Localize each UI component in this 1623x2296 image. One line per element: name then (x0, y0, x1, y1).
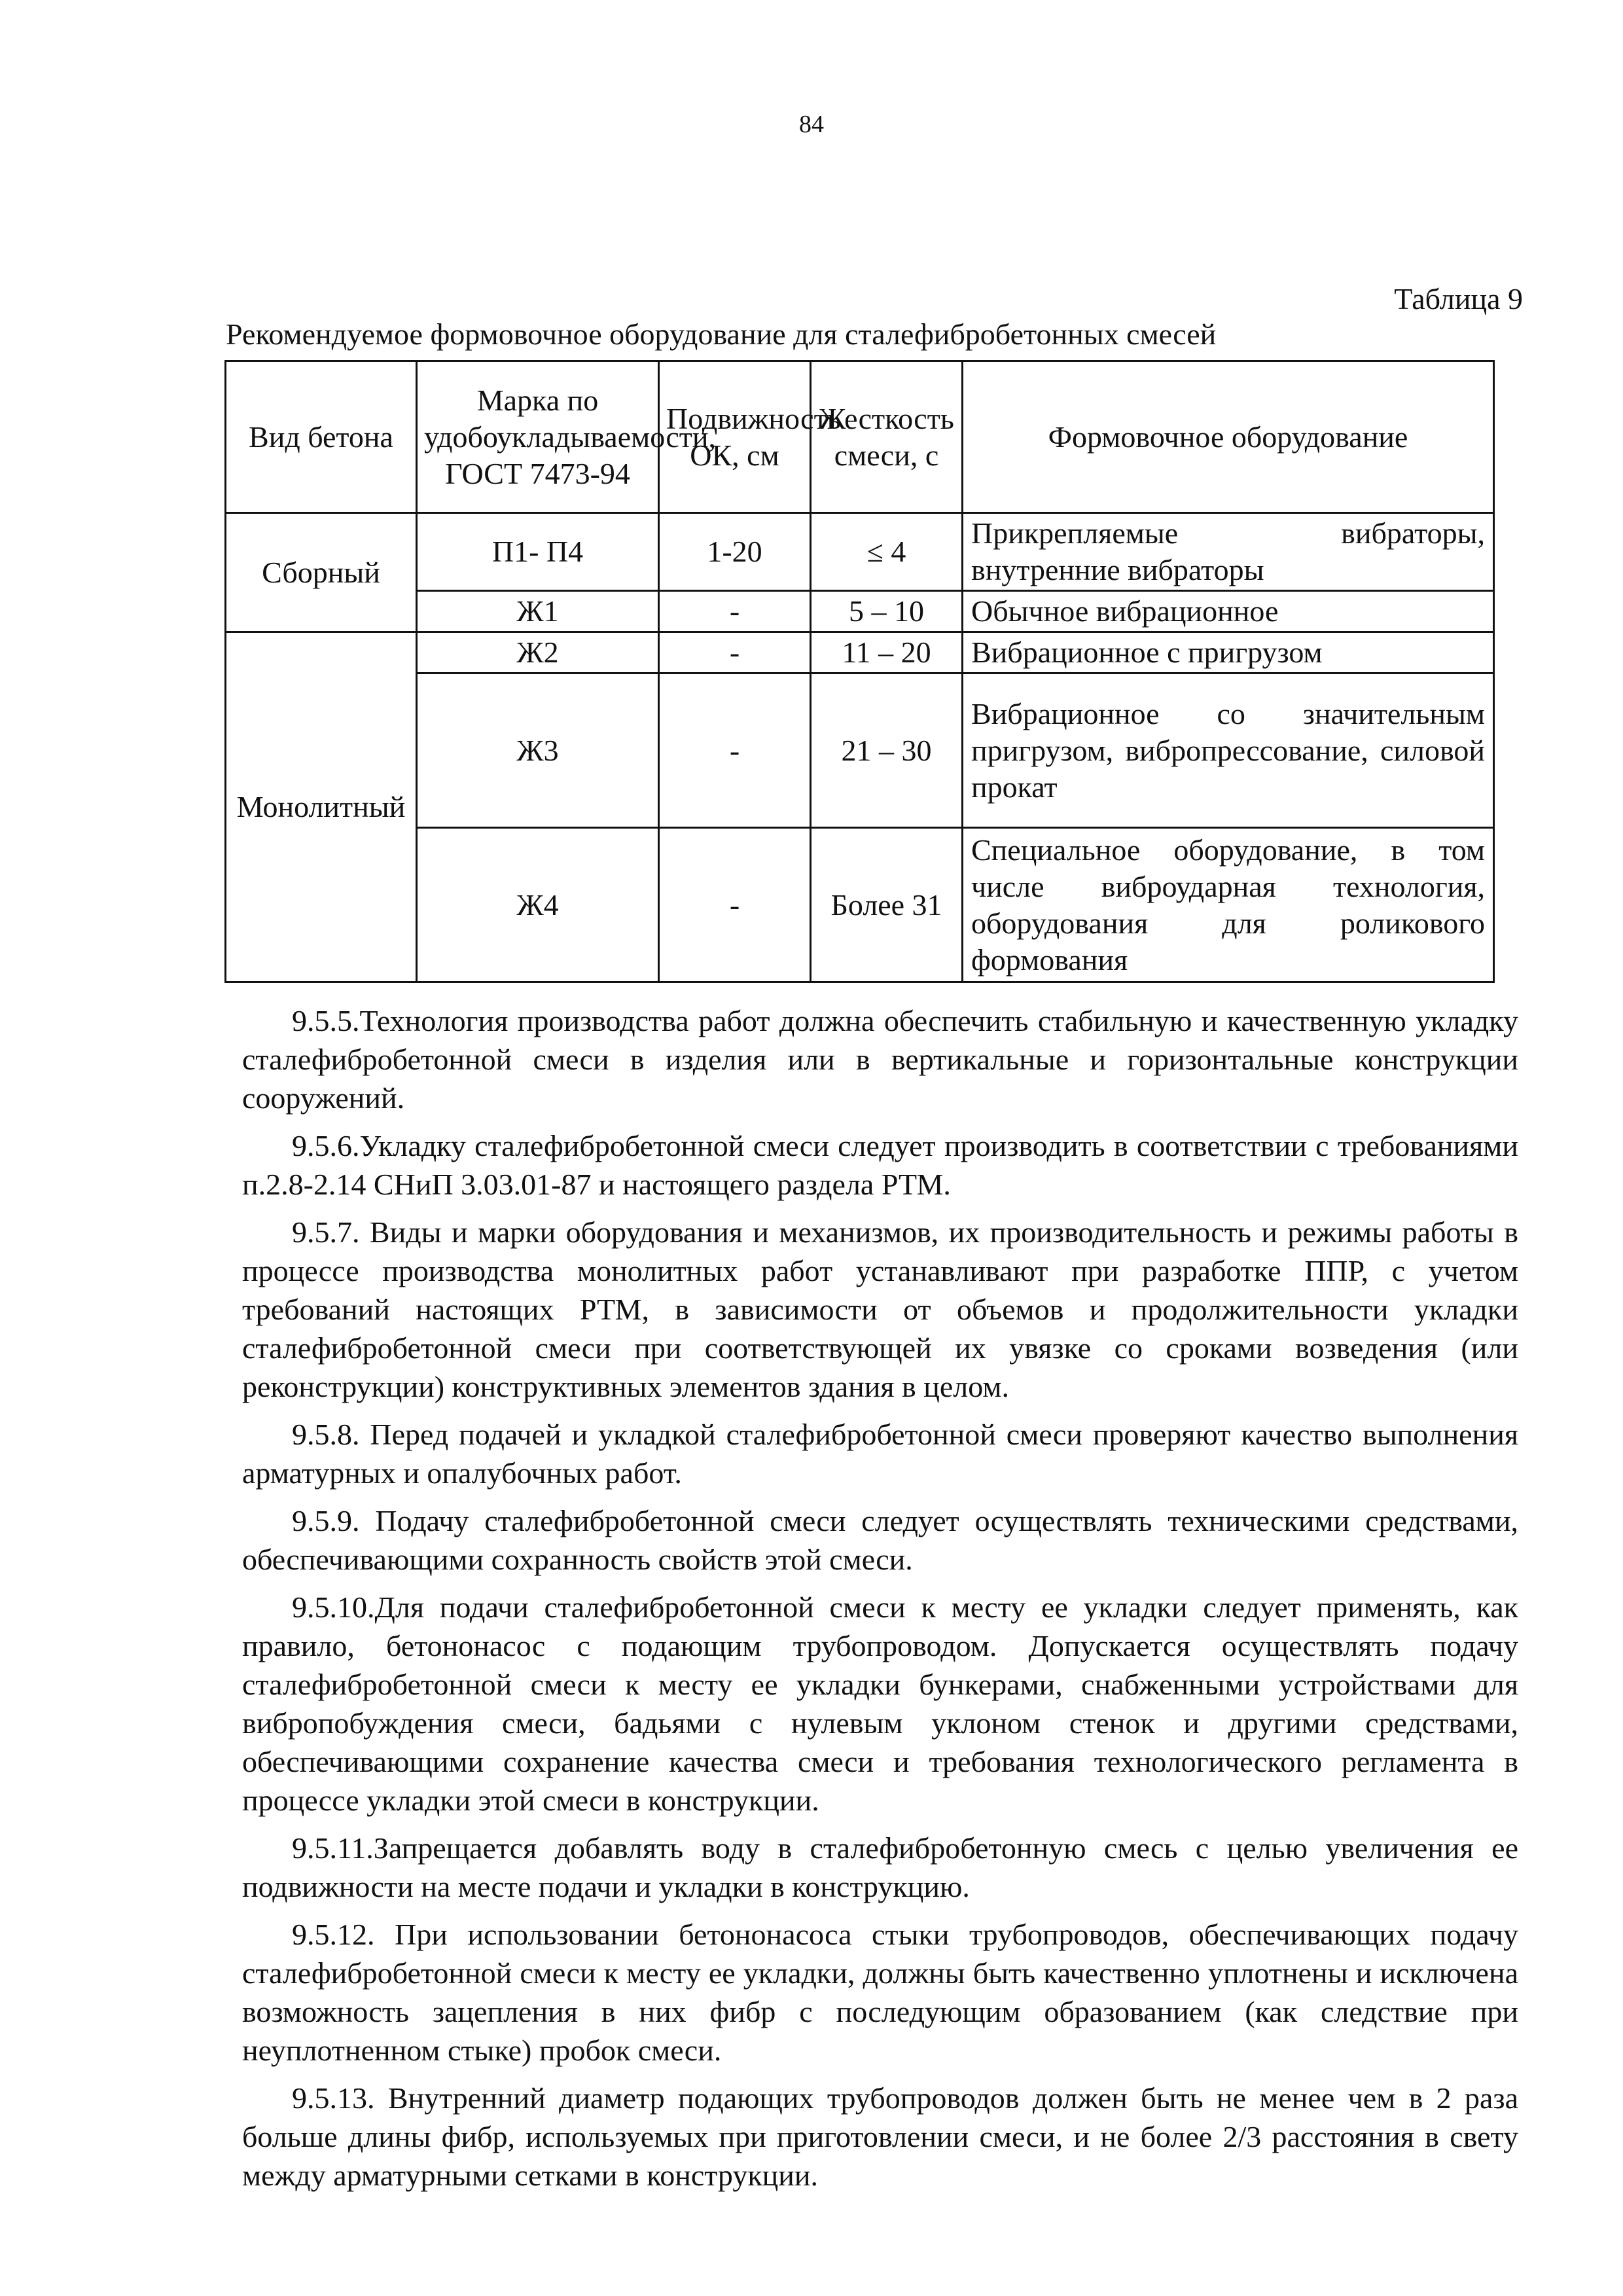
paragraph-9-5-7: 9.5.7. Виды и марки оборудования и механизмов, их производительность и режимы работы в процессе производства монолитных работ устанавливают при разработке ППР, с учетом требований настоящих РТМ, в зависимости от объемов и продолжительности укладки сталефибробетонной смеси при соответствующей их увязке со сроками возведения (или реконструкции) конструктивных элементов здания в целом. (242, 1215, 1518, 1403)
paragraph-9-5-9: 9.5.9. Подачу сталефибробетонной смеси следует осуществлять техническими средствами, обеспечивающими сохранность свойств этой смеси. (242, 1504, 1518, 1576)
header-stiffness: Жесткость смеси, с (811, 361, 963, 513)
paragraph-9-5-5: 9.5.5.Технология производства работ должна обеспечить стабильную и качественную укладку сталефибробетонной смеси в изделия или в вертикальные и горизонтальные конструкции сооружений. (242, 1004, 1518, 1115)
equipment-table (224, 360, 1495, 983)
cell-grade: П1- П4 (417, 513, 659, 591)
cell-mobility: - (659, 591, 811, 632)
cell-equipment: Вибрационное с пригрузом (963, 632, 1494, 673)
cell-mobility: - (659, 632, 811, 673)
cell-equipment: Специальное оборудование, в том числе виброударная технология, оборудования для роликового формования (963, 828, 1494, 982)
paragraph-9-5-8: 9.5.8. Перед подачей и укладкой сталефибробетонной смеси проверяют качество выполнения арматурных и опалубочных работ. (242, 1418, 1518, 1490)
cell-stiffness: 11 – 20 (811, 632, 963, 673)
paragraph-9-5-11: 9.5.11.Запрещается добавлять воду в сталефибробетонную смесь с целью увеличения ее подвижности на месте подачи и укладки в конструкцию. (242, 1831, 1518, 1903)
cell-grade: Ж1 (417, 591, 659, 632)
cell-grade: Ж4 (417, 828, 659, 982)
header-concrete-type: Вид бетона (226, 361, 417, 513)
cell-stiffness: ≤ 4 (811, 513, 963, 591)
cell-stiffness: 21 – 30 (811, 673, 963, 828)
body-text (242, 1001, 1518, 2204)
cell-stiffness: Более 31 (811, 828, 963, 982)
paragraph-9-5-12: 9.5.12. При использовании бетононасоса стыки трубопроводов, обеспечивающих подачу сталефибробетонной смеси к месту ее укладки, должны быть качественно уплотнены и исключена возможность зацепления в них фибр с последующим образованием (как следствие при неуплотненном стыке) пробок смеси. (242, 1918, 1518, 2067)
cell-mobility: - (659, 828, 811, 982)
table-row (226, 513, 1494, 591)
cell-mobility: - (659, 673, 811, 828)
table-row (226, 632, 1494, 673)
table-header-row (226, 361, 1494, 513)
table-label: Таблица 9 (1394, 282, 1523, 315)
paragraph-9-5-10: 9.5.10.Для подачи сталефибробетонной смеси к месту ее укладки следует применять, как правило, бетононасос с подающим трубопроводом. Допускается осуществлять подачу сталефибробетонной смеси к месту ее укладки бункерами, снабженными устройствами для вибропобуждения смеси, бадьями с нулевым уклоном стенок и другими средствами, обеспечивающими сохранение качества смеси и требования технологического регламента в процессе укладки этой смеси в конструкции. (242, 1590, 1518, 1817)
cell-equipment: Обычное вибрационное (963, 591, 1494, 632)
cell-grade: Ж3 (417, 673, 659, 828)
header-mobility: Подвижность ОК, см (659, 361, 811, 513)
cell-mobility: 1-20 (659, 513, 811, 591)
cell-equipment: Прикрепляемые вибраторы, внутренние вибраторы (963, 513, 1494, 591)
cell-grade: Ж2 (417, 632, 659, 673)
cell-concrete-type: Сборный (226, 513, 417, 632)
header-forming-equipment: Формовочное оборудование (963, 361, 1494, 513)
header-workability-grade: Марка по удобоукладываемости, ГОСТ 7473-94 (417, 361, 659, 513)
cell-stiffness: 5 – 10 (811, 591, 963, 632)
cell-concrete-type: Монолитный (226, 632, 417, 982)
table-caption: Рекомендуемое формовочное оборудование для сталефибробетонных смесей (226, 317, 1217, 351)
paragraph-9-5-13: 9.5.13. Внутренний диаметр подающих трубопроводов должен быть не менее чем в 2 раза больше длины фибр, используемых при приготовлении смеси, и не более 2/3 расстояния в свету между арматурными сетками в конструкции. (242, 2081, 1518, 2192)
cell-equipment: Вибрационное со значительным пригрузом, вибропрессование, силовой прокат (963, 673, 1494, 828)
paragraph-9-5-6: 9.5.6.Укладку сталефибробетонной смеси следует производить в соответствии с требованиями п.2.8-2.14 СНиП 3.03.01-87 и настоящего раздела РТМ. (242, 1129, 1518, 1201)
page-number: 84 (799, 111, 824, 138)
